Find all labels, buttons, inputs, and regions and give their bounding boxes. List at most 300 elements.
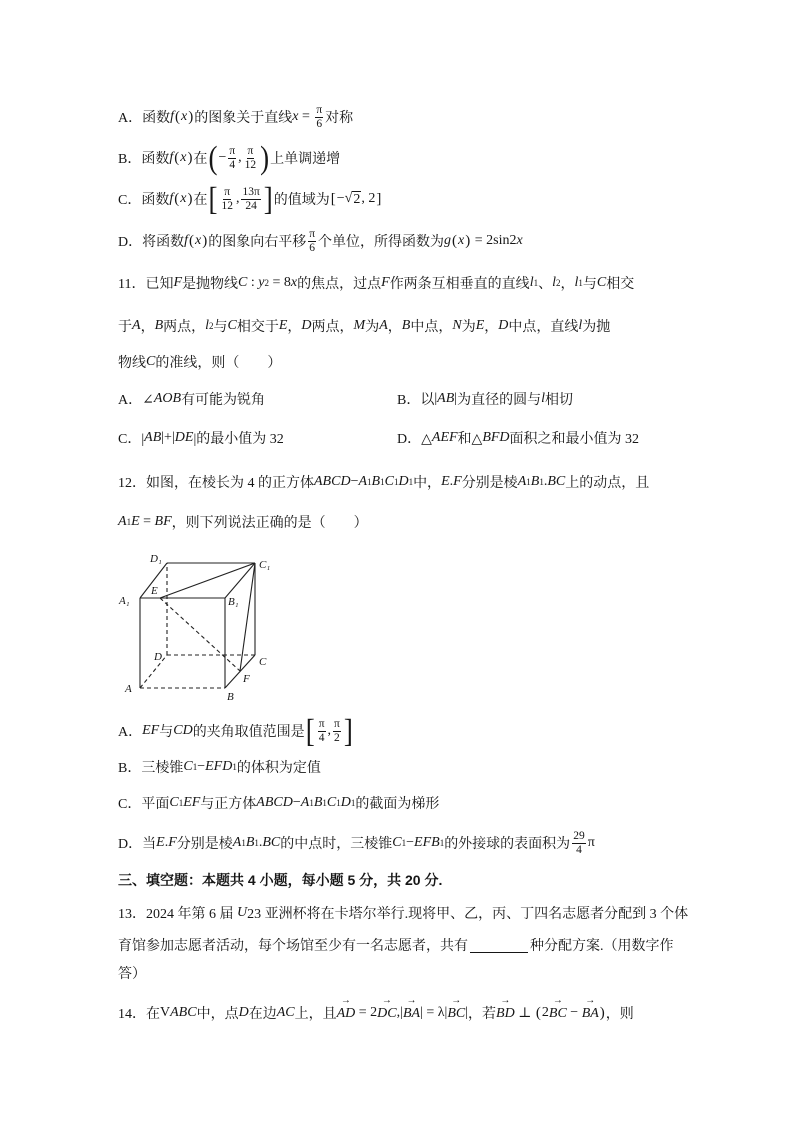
text-segment: 中， xyxy=(413,476,442,491)
radicand: √ 2 xyxy=(353,191,361,207)
segment-e-f xyxy=(160,598,240,671)
symbol-subscript: 1 xyxy=(309,798,314,808)
fraction-numerator: π xyxy=(334,718,340,731)
text-segment: , xyxy=(238,150,242,165)
label-d1: D₁ xyxy=(150,553,162,565)
text-segment: 为抛 xyxy=(582,320,611,335)
fraction-numerator: π xyxy=(318,718,325,731)
q11-option-b xyxy=(397,384,573,414)
cube-figure xyxy=(110,548,282,704)
symbol-subscript: 1 xyxy=(322,798,327,808)
q10-option-c xyxy=(118,180,382,217)
symbol-subscript: 1 xyxy=(439,838,445,848)
math-variable: F xyxy=(453,474,462,489)
text-segment: C．平面 xyxy=(118,797,170,812)
text-segment: A．∠ xyxy=(118,393,154,408)
text-segment: 11．已知 xyxy=(118,277,174,292)
subscripted-symbol xyxy=(301,795,314,811)
segment-e-c1 xyxy=(160,563,255,598)
symbol-subscript: 1 xyxy=(578,278,583,288)
math-variable: C xyxy=(238,275,248,290)
large-bracket: [ xyxy=(208,180,218,217)
math-variable: B xyxy=(401,318,411,333)
math-variable: ABCD xyxy=(314,474,351,489)
answer-blank xyxy=(470,938,528,953)
text-segment: V xyxy=(160,1005,171,1020)
label-b1: B₁ xyxy=(228,596,239,608)
q10-option-b xyxy=(118,139,341,176)
text-segment: 与正方体 xyxy=(200,797,257,812)
math-variable: E xyxy=(156,835,165,850)
math-variable: E xyxy=(441,474,450,489)
math-variable: E xyxy=(131,514,140,529)
q12-option-b xyxy=(118,752,321,782)
math-variable: EF xyxy=(183,795,201,810)
text-segment: 和△ xyxy=(457,432,483,447)
text-segment: , xyxy=(396,1005,401,1020)
math-variable: x xyxy=(195,233,202,248)
math-variable: F xyxy=(381,275,390,290)
label-f: F xyxy=(243,673,250,685)
label-a1: A₁ xyxy=(119,595,130,607)
math-variable: D xyxy=(498,318,509,333)
symbol-subscript: 1 xyxy=(526,477,531,487)
fraction-denominator: 24 xyxy=(245,199,257,212)
text-segment: 的图象关于直线 xyxy=(194,111,293,126)
subscripted-symbol xyxy=(246,835,259,851)
text-segment: 三、填空题：本题共 4 小题，每小题 5 分，共 20 分. xyxy=(118,872,443,888)
large-bracket: ( xyxy=(208,139,218,176)
subscripted-symbol xyxy=(372,474,385,490)
text-segment: D．将函数 xyxy=(118,235,185,250)
fraction-denominator: 12 xyxy=(221,199,233,212)
q12-stem-line-2 xyxy=(118,507,368,537)
text-segment: 为 xyxy=(365,320,380,335)
symbol-subscript: 1 xyxy=(232,762,237,772)
text-segment: 中，点 xyxy=(196,1007,239,1022)
section-3-heading xyxy=(118,865,442,895)
math-variable: EF xyxy=(142,723,160,738)
math-variable: x xyxy=(290,275,298,290)
edge-b-c xyxy=(225,655,255,688)
text-segment: D．当 xyxy=(118,837,157,852)
subscripted-symbol xyxy=(314,795,327,811)
math-variable: x xyxy=(292,109,299,124)
math-variable: f xyxy=(169,150,174,165)
fraction-denominator: 4 xyxy=(576,843,582,856)
math-variable: BF xyxy=(154,514,172,529)
text-segment: 与 xyxy=(582,277,597,292)
symbol-subscript: 1 xyxy=(539,477,544,487)
math-variable: x xyxy=(458,233,465,248)
text-segment: 分别是棱 xyxy=(176,837,233,852)
text-segment: = xyxy=(139,514,155,529)
symbol-base: B xyxy=(530,474,540,489)
text-segment: 分别是棱 xyxy=(461,476,518,491)
label-a: A xyxy=(125,683,132,695)
math-variable: x xyxy=(516,233,523,248)
fraction-denominator: 4 xyxy=(229,158,236,171)
symbol-base: A xyxy=(232,835,242,850)
text-segment: 相切 xyxy=(544,393,573,408)
bracket: ) xyxy=(188,108,194,125)
math-variable: ABC xyxy=(170,1005,197,1020)
text-segment: . xyxy=(164,835,169,850)
text-segment: 答） xyxy=(118,967,146,982)
math-variable: f xyxy=(184,233,189,248)
text-segment: . xyxy=(543,474,548,489)
large-bracket: ] xyxy=(343,712,353,749)
symbol-subscript: 1 xyxy=(408,477,414,487)
text-segment: 13．2024 年第 6 届 xyxy=(118,907,237,922)
vector: BD → xyxy=(496,1004,515,1022)
math-variable: N xyxy=(452,318,462,333)
text-segment: 的夹角取值范围是 xyxy=(192,725,305,740)
symbol-subscript: 2 xyxy=(209,321,214,331)
q11-stem-line-1 xyxy=(118,268,634,298)
text-segment: A．函数 xyxy=(118,111,171,126)
fraction xyxy=(241,186,260,212)
vector: AD → xyxy=(337,1004,356,1022)
text-segment: , xyxy=(327,723,331,738)
math-variable: E xyxy=(278,318,288,333)
text-segment: ⊥ xyxy=(514,1005,535,1021)
text-segment: = 8 xyxy=(269,275,291,290)
symbol-base: C xyxy=(183,759,193,774)
math-variable: g xyxy=(444,233,452,248)
bracket: ] xyxy=(376,190,382,207)
q11-option-c xyxy=(118,423,284,453)
bracket: ) xyxy=(465,232,471,249)
label-c1: C₁ xyxy=(259,559,271,571)
text-segment: − xyxy=(197,759,206,774)
text-segment: − xyxy=(292,795,301,810)
symbol-base: l xyxy=(205,318,210,333)
text-segment: ， xyxy=(140,320,155,335)
math-variable: A xyxy=(379,318,388,333)
subscripted-symbol xyxy=(341,795,356,811)
subscripted-symbol xyxy=(327,795,341,811)
text-segment: | xyxy=(434,391,438,406)
math-variable: x xyxy=(180,191,187,206)
symbol-subscript: 1 xyxy=(241,838,246,848)
text-segment: = 2 xyxy=(355,1005,378,1020)
fraction-denominator: 6 xyxy=(309,241,316,254)
text-segment: 相交 xyxy=(606,277,635,292)
q13-stem-line-1 xyxy=(118,898,688,928)
math-variable: DE xyxy=(174,430,194,445)
math-variable: AOB xyxy=(153,391,182,406)
math-variable: E xyxy=(475,318,485,333)
fraction xyxy=(220,186,234,212)
text-segment: 23 亚洲杯将在卡塔尔举行.现将甲、乙，丙、丁四名志愿者分配到 3 个体 xyxy=(247,907,689,922)
text-segment: ，则 xyxy=(605,1007,634,1022)
symbol-base: y xyxy=(258,275,265,290)
text-segment: − xyxy=(350,474,359,489)
math-variable: C xyxy=(227,318,237,333)
subscripted-symbol xyxy=(552,275,560,291)
subscripted-symbol xyxy=(233,835,246,851)
text-segment: 的中点时，三棱锥 xyxy=(280,837,393,852)
text-segment: 育馆参加志愿者活动，每个场馆至少有一名志愿者，共有 xyxy=(118,939,468,954)
math-variable: F xyxy=(168,835,177,850)
math-variable: C xyxy=(146,354,156,369)
text-segment: − xyxy=(336,191,345,206)
subscripted-symbol xyxy=(392,835,406,851)
text-segment: 在边 xyxy=(248,1007,277,1022)
symbol-base: C xyxy=(392,835,402,850)
text-segment: 的图象向右平移 xyxy=(208,235,307,250)
square-root xyxy=(345,191,362,207)
math-variable: M xyxy=(353,318,366,333)
fraction-numerator: π xyxy=(316,104,323,117)
fraction-denominator: 4 xyxy=(318,731,325,744)
subscripted-symbol xyxy=(183,759,197,775)
bracket: ( xyxy=(189,232,195,249)
math-variable: BFD xyxy=(482,430,510,445)
math-variable: EF xyxy=(205,759,223,774)
text-segment: 在 xyxy=(193,152,208,167)
text-segment: B．以 xyxy=(397,393,435,408)
math-variable: B xyxy=(154,318,164,333)
math-variable: EF xyxy=(414,835,432,850)
text-segment: 对称 xyxy=(325,111,354,126)
fraction xyxy=(315,104,323,130)
text-segment: 14．在 xyxy=(118,1007,160,1022)
symbol-subscript: 1 xyxy=(192,762,198,772)
fraction xyxy=(308,228,316,254)
q12-option-c xyxy=(118,788,439,818)
math-variable: l xyxy=(578,318,583,333)
math-variable: AB xyxy=(437,391,455,406)
symbol-base: l xyxy=(574,275,579,290)
symbol-base: B xyxy=(313,795,323,810)
symbol-base: B xyxy=(371,474,381,489)
text-segment: 作两条互相垂直的直线 xyxy=(389,277,530,292)
text-segment: 为直径的圆与 xyxy=(457,393,542,408)
text-segment: 为 xyxy=(461,320,476,335)
text-segment: | = λ| xyxy=(420,1005,448,1020)
symbol-base: D xyxy=(398,474,409,489)
text-segment: ， xyxy=(387,320,402,335)
bracket: ) xyxy=(187,149,193,166)
fraction xyxy=(244,145,258,171)
text-segment: = 2sin2 xyxy=(471,233,517,248)
symbol-subscript: 1 xyxy=(393,477,399,487)
fraction-numerator: π xyxy=(309,228,316,241)
math-variable: x xyxy=(181,109,188,124)
symbol-base: C xyxy=(384,474,394,489)
math-variable: f xyxy=(170,109,175,124)
text-segment: 相交于 xyxy=(236,320,279,335)
math-variable: x xyxy=(180,150,187,165)
text-segment: 上，且 xyxy=(294,1007,337,1022)
bracket: ) xyxy=(187,190,193,207)
text-segment: 有可能为锐角 xyxy=(181,393,266,408)
label-d: D xyxy=(154,651,162,663)
text-segment: 在 xyxy=(193,193,208,208)
bracket: ( xyxy=(175,108,181,125)
text-segment: | xyxy=(465,1005,469,1020)
text-segment: D．△ xyxy=(397,432,432,447)
text-segment: − xyxy=(406,835,415,850)
math-variable: D xyxy=(238,1005,249,1020)
text-segment: 的体积为定值 xyxy=(236,761,321,776)
math-variable: BC xyxy=(262,835,281,850)
math-variable: D xyxy=(301,318,312,333)
vector: BC → xyxy=(447,1004,465,1022)
text-segment: ，则下列说法正确的是（ ） xyxy=(171,516,368,531)
q10-option-a xyxy=(118,102,353,132)
q13-stem-line-2 xyxy=(118,930,674,960)
symbol-base: l xyxy=(552,275,556,290)
text-segment: B．三棱锥 xyxy=(118,761,184,776)
symbol-base: C xyxy=(169,795,179,810)
subscripted-symbol xyxy=(398,474,413,490)
subscripted-symbol xyxy=(222,759,237,775)
text-segment: , xyxy=(235,191,240,206)
symbol-base: A xyxy=(300,795,310,810)
symbol-base: l xyxy=(529,275,534,290)
text-segment: |的最小值为 32 xyxy=(193,432,284,447)
text-segment: 上的动点，且 xyxy=(565,476,650,491)
math-variable: f xyxy=(169,191,174,206)
math-variable: l xyxy=(541,391,545,406)
bracket: ) xyxy=(599,1004,605,1021)
text-segment: C．| xyxy=(118,432,145,447)
q10-option-d xyxy=(118,226,523,256)
text-segment: 面积之和最小值为 32 xyxy=(509,432,640,447)
text-segment: 的外接球的表面积为 xyxy=(444,837,571,852)
fraction-numerator: 29 xyxy=(573,830,585,843)
subscripted-symbol xyxy=(358,474,371,490)
superscripted-symbol xyxy=(258,275,269,291)
symbol-subscript: 1 xyxy=(401,838,407,848)
text-segment: ， xyxy=(287,320,302,335)
text-segment: 的准线，则（ ） xyxy=(155,356,282,371)
bracket: [ xyxy=(330,190,336,207)
text-segment: 的截面为梯形 xyxy=(355,797,440,812)
q14-stem-line-1 xyxy=(118,998,634,1028)
label-c: C xyxy=(259,656,267,668)
q11-stem-line-2 xyxy=(118,311,610,341)
symbol-base: A xyxy=(358,474,368,489)
fraction-numerator: 13π xyxy=(242,186,260,199)
fraction-numerator: π xyxy=(247,145,254,158)
text-segment: C．函数 xyxy=(118,193,170,208)
math-variable: AB xyxy=(144,430,162,445)
q11-option-d xyxy=(397,423,639,453)
text-segment: 物线 xyxy=(118,356,146,371)
symbol-base: B xyxy=(431,835,440,850)
symbol-subscript: 1 xyxy=(254,838,259,848)
text-segment: B．函数 xyxy=(118,152,170,167)
q11-option-a xyxy=(118,384,265,414)
vector: DC → xyxy=(377,1004,396,1022)
text-segment: − xyxy=(218,150,227,165)
text-segment: 2 xyxy=(541,1005,549,1020)
symbol-subscript: 1 xyxy=(336,798,341,808)
subscripted-symbol xyxy=(169,795,183,811)
text-segment: 12．如图，在棱长为 4 的正方体 xyxy=(118,476,314,491)
fraction-denominator: 12 xyxy=(244,158,257,171)
bracket: ( xyxy=(535,1004,541,1021)
math-variable: F xyxy=(173,275,183,290)
text-segment: : xyxy=(247,275,259,290)
symbol-base: D xyxy=(340,795,351,810)
subscripted-symbol xyxy=(385,474,399,490)
symbol-base: A xyxy=(118,514,127,529)
bracket: ( xyxy=(174,149,180,166)
fraction-numerator: π xyxy=(224,186,231,199)
math-variable: A xyxy=(132,318,141,333)
text-segment: 与 xyxy=(213,320,228,335)
bracket: ) xyxy=(202,232,208,249)
vector: BC → xyxy=(549,1004,567,1022)
symbol-subscript: 1 xyxy=(126,517,132,527)
bracket: ( xyxy=(174,190,180,207)
subscripted-symbol xyxy=(205,318,213,334)
subscripted-symbol xyxy=(574,275,582,291)
large-bracket: ] xyxy=(263,180,273,217)
q12-stem-line-1 xyxy=(118,467,649,497)
math-variable: ABCD xyxy=(256,795,293,810)
symbol-base: C xyxy=(326,795,337,810)
fraction xyxy=(333,718,341,744)
large-bracket: ) xyxy=(260,139,270,176)
symbol-subscript: 2 xyxy=(555,278,561,288)
text-segment: 个单位，所得函数为 xyxy=(318,235,445,250)
text-segment: = xyxy=(298,109,314,124)
text-segment: | xyxy=(454,391,458,406)
text-segment: 上单调递增 xyxy=(270,152,341,167)
text-segment: ， xyxy=(560,277,575,292)
fraction xyxy=(572,830,586,856)
text-segment: 中点，直线 xyxy=(508,320,579,335)
text-segment: 种分配方案.（用数字作 xyxy=(530,939,674,954)
symbol-base: A xyxy=(517,474,527,489)
text-segment: − xyxy=(566,1005,582,1020)
symbol-superscript: 2 xyxy=(264,278,269,288)
vector: BA → xyxy=(403,1004,420,1022)
fraction-denominator: 6 xyxy=(316,117,323,130)
text-segment: , 2 xyxy=(361,191,376,206)
math-variable: BC xyxy=(547,474,566,489)
text-segment: 的焦点，过点 xyxy=(297,277,382,292)
text-segment: 两点， xyxy=(163,320,206,335)
math-variable: AEF xyxy=(431,430,458,445)
symbol-base: D xyxy=(222,759,233,774)
text-segment: 两点， xyxy=(311,320,354,335)
text-segment: 是抛物线 xyxy=(182,277,239,292)
q11-stem-line-3 xyxy=(118,347,281,377)
text-segment: | xyxy=(400,1005,403,1020)
text-segment: 的值域为 xyxy=(273,193,330,208)
vector: BA → xyxy=(582,1004,599,1022)
text-segment: A． xyxy=(118,725,143,740)
symbol-subscript: 1 xyxy=(533,278,539,288)
symbol-subscript: 1 xyxy=(178,798,184,808)
symbol-subscript: 1 xyxy=(380,477,385,487)
subscripted-symbol xyxy=(118,514,131,530)
q13-stem-line-3 xyxy=(118,958,146,988)
label-e: E xyxy=(151,585,158,597)
text-segment: 与 xyxy=(159,725,174,740)
text-segment: 于 xyxy=(118,320,132,335)
text-segment: ， xyxy=(484,320,499,335)
math-variable: CD xyxy=(173,723,193,738)
text-segment: 中点， xyxy=(410,320,453,335)
